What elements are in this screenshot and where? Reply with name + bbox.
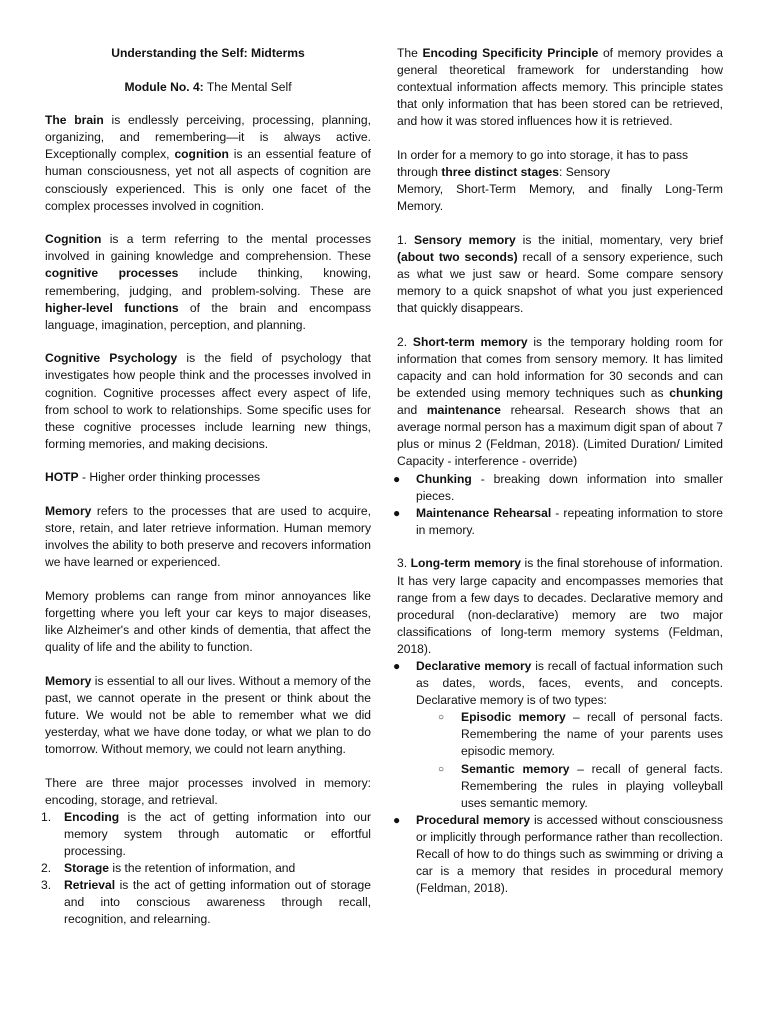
paragraph-long-term-memory: 3. Long-term memory is the final storehouse of information. It has very large capacity and encompasses memories that range from a few days to decades. Declarative memory and procedural (non-declarative) memory are two major classifications of long-term memory systems (Feldman, 2018). [397,556,724,656]
paragraph-hotp: HOTP - Higher order thinking processes [45,470,261,485]
bullet-icon: ● [393,659,401,673]
paragraph-three-stages-cont: Memory, Short-Term Memory, and finally Long-Term Memory. [397,182,723,214]
list-item: ● Chunking - breaking down information into smaller pieces. [393,471,723,503]
circle-bullet-icon: ○ [438,763,445,775]
circle-bullet-icon: ○ [438,712,445,724]
paragraph-short-term-memory: 2. Short-term memory is the temporary holding room for information that comes from sensory memory. It has limited capacity and can hold information for 30 seconds and can be extended using memory techniques such as chunking and maintenance rehearsal. Research shows that an average normal person has a maximum digit span of about 7 plus or minus 2 (Feldman, 2018). (Limited Duration/ Limited Capacity - interference - override) [397,334,723,469]
list-item: 2. Storage is the retention of information, and [41,861,296,876]
paragraph-memory-processes: There are three major processes involved in memory: encoding, storage, and retrieval. [45,775,371,807]
paragraph-memory-definition: Memory refers to the processes that are used to acquire, store, retain, and later retrieve information. Human memory involves the ability to both preserve and recovers information we have learned or experienced. [45,503,371,570]
paragraph-cognition: Cognition is a term referring to the mental processes involved in gaining knowledge and comprehension. These cognitive processes include thinking, knowing, remembering, judging, and problem-solving. These are higher-level functions of the brain and encompass language, imagination, perception, and planning. [45,232,371,332]
list-item: ○ Semantic memory – recall of general facts. Remembering the rules in playing volleyball uses semantic memory. [438,761,723,810]
bullet-icon: ● [393,471,401,486]
document-title: Understanding the Self: Midterms [111,46,305,60]
long-term-types-list [393,658,723,897]
list-item: ○ Episodic memory – recall of personal facts. Remembering the name of your parents uses episodic memory. [438,710,723,759]
paragraph-memory-essential: Memory is essential to all our lives. Without a memory of the past, we cannot operate in the present or think about the future. We would not be able to remember what we did yesterday, what we have done today, or what we plan to do tomorrow. Without memory, we could not learn anything. [45,673,371,757]
bullet-icon: ● [393,505,401,520]
paragraph-three-stages: In order for a memory to go into storage, it has to pass through three distinct stages: Sensory [397,147,689,180]
bullet-icon: ● [393,812,401,827]
paragraph-cognitive-psychology: Cognitive Psychology is the field of psychology that investigates how people think and the processes involved in cognition. Cognitive processes affect every aspect of life, from school to work to relationships. Some specific uses for these cognitive processes include learning new things, forming memories, and making decisions. [45,351,371,451]
list-item: 1. Encoding is the act of getting information into our memory system through automatic or effortful processing. [41,809,371,859]
module-heading: Module No. 4: The Mental Self [124,79,292,94]
list-item: ● Declarative memory is recall of factual information such as dates, words, faces, events, and concepts. Declarative memory is of two types: ○ Episodic memory – recall of personal facts. Remembering the name of your parents uses episodic memory. ○ Semantic memory – recall of general facts. Remembering the rules in playing volleyball uses semantic memory. [397,658,723,812]
declarative-types-list [416,709,723,812]
list-item: ● Procedural memory is accessed without consciousness or implicitly through performance rather than recollection. Recall of how to do things such as swimming or driving a car is a memory that resides in procedural memory (Feldman, 2018). [393,812,723,896]
right-column [393,45,724,897]
list-item: 3. Retrieval is the act of getting information out of storage and into conscious awareness through recall, recognition, and relearning. [41,878,371,927]
paragraph-brain: The brain is endlessly perceiving, processing, planning, organizing, and remembering—it is always active. Exceptionally complex, cognition is an essential feature of human consciousness, yet not all aspects of cognition are consciously experienced. This is only one facet of the complex processes involved in cognition. [45,113,371,213]
paragraph-memory-problems: Memory problems can range from minor annoyances like forgetting where you left your car keys to major diseases, like Alzheimer's and other kinds of dementia, that affect the quality of life and the ability to function. [45,588,371,655]
paragraph-encoding-specificity: The Encoding Specificity Principle of memory provides a general theoretical framework for understanding how contextual information affects memory. This principle states that only information that has been stored can be retrieved, and how it was stored influences how it is retrieved. [397,46,723,129]
paragraph-sensory-memory: 1. Sensory memory is the initial, momentary, very brief (about two seconds) recall of a sensory experience, such as what we just saw or heard. Some compare sensory memory to a quick snapshot of what you just experienced that quickly disappears. [397,232,724,316]
list-item: ● Maintenance Rehearsal - repeating information to store in memory. [393,505,723,537]
left-column [41,45,371,929]
short-term-techniques-list [393,471,723,539]
memory-processes-list [41,809,371,929]
